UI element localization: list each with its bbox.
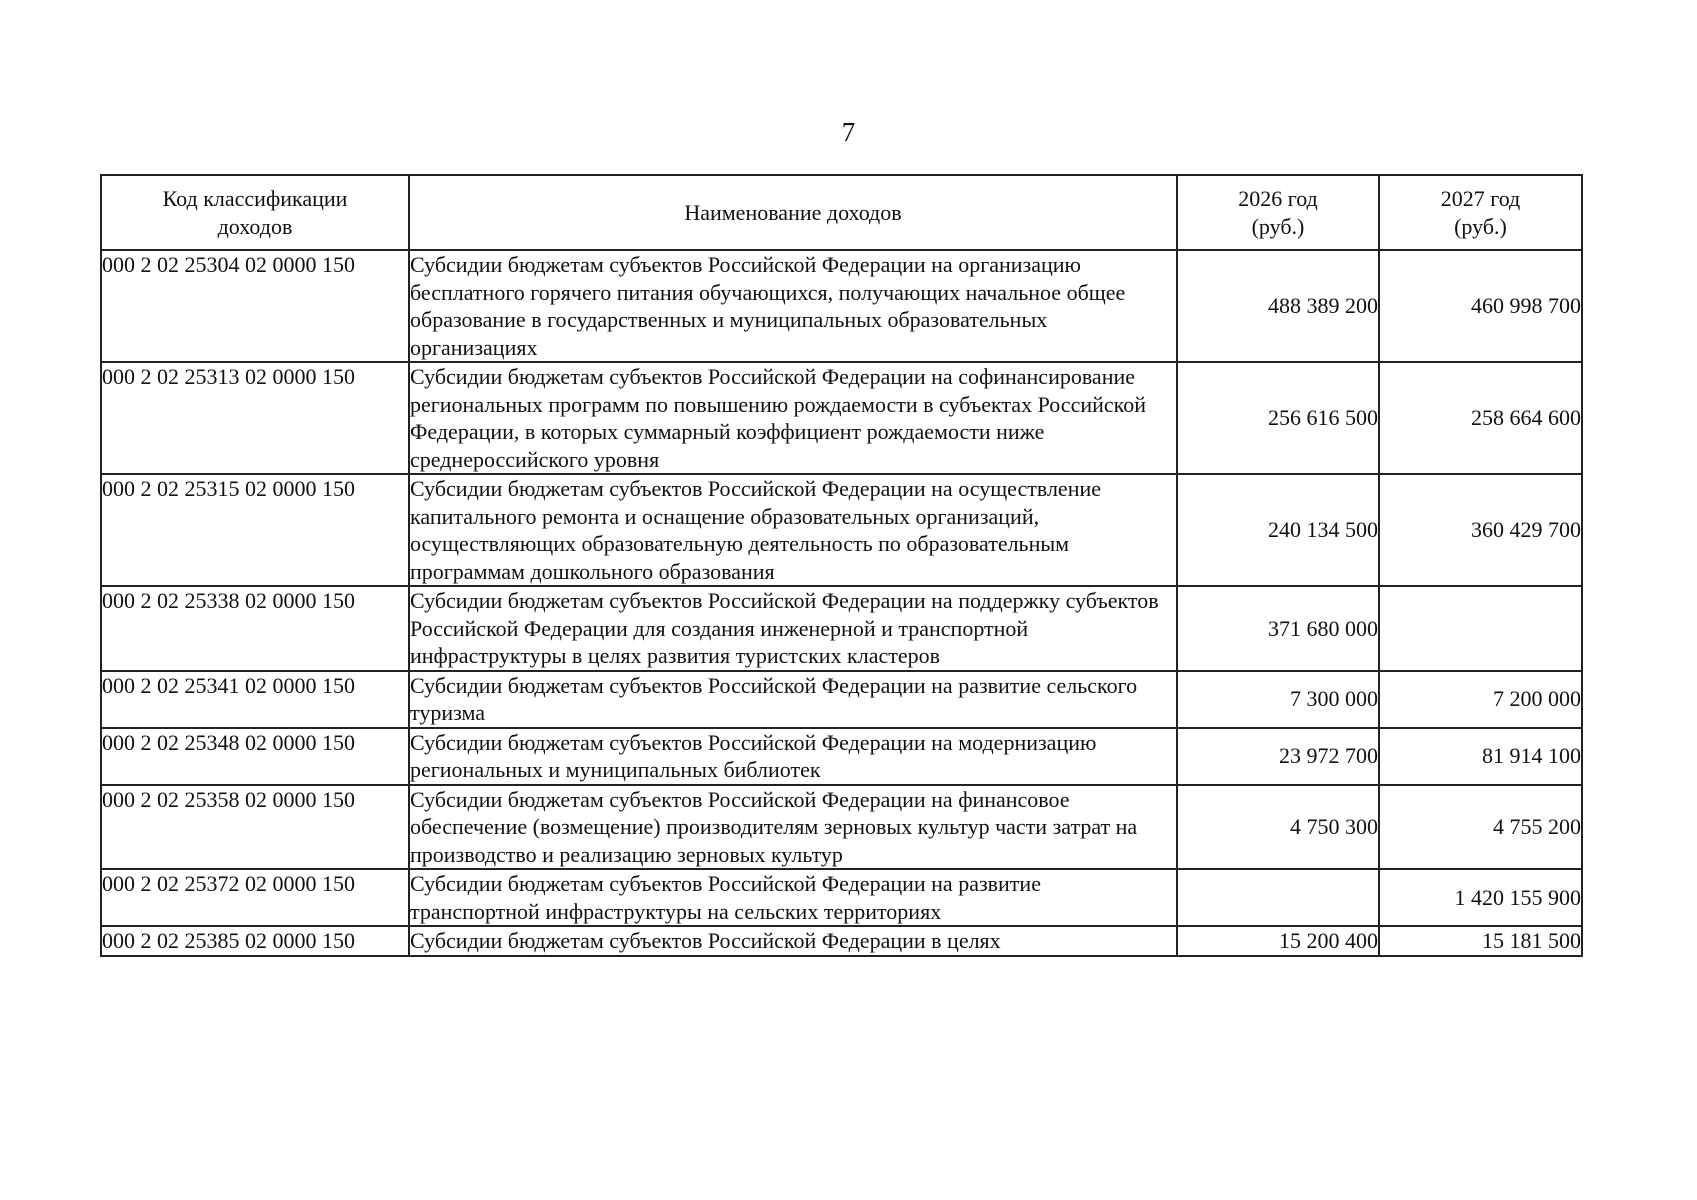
amount-2027: 360 429 700 bbox=[1379, 474, 1582, 586]
header-name bbox=[409, 175, 1177, 250]
table-row bbox=[101, 671, 1582, 728]
income-name: Субсидии бюджетам субъектов Российской Федерации на финансовое обеспечение (возмещение) производителям зерновых культур части затрат на производство и реализацию зерновых культур bbox=[409, 785, 1177, 870]
income-name: Субсидии бюджетам субъектов Российской Федерации на осуществление капитального ремонта и оснащение образовательных организаций, осуществляющих образовательную деятельность по образовательным программам дошкольного образования bbox=[409, 474, 1177, 586]
page-number: 7 bbox=[841, 117, 856, 147]
income-name: Субсидии бюджетам субъектов Российской Федерации на развитие транспортной инфраструктуры на сельских территориях bbox=[409, 869, 1177, 926]
table-row bbox=[101, 728, 1582, 785]
amount-2026: 488 389 200 bbox=[1177, 250, 1379, 362]
amount-2027 bbox=[1379, 586, 1582, 671]
amount-2027: 258 664 600 bbox=[1379, 362, 1582, 474]
income-name: Субсидии бюджетам субъектов Российской Федерации на софинансирование региональных программ по повышению рождаемости в субъектах Российской Федерации, в которых суммарный коэффициент рождаемости ниже среднероссийского уровня bbox=[409, 362, 1177, 474]
amount-2027: 7 200 000 bbox=[1379, 671, 1582, 728]
table-row bbox=[101, 785, 1582, 870]
income-name: Субсидии бюджетам субъектов Российской Федерации на развитие сельского туризма bbox=[409, 671, 1177, 728]
header-year-2026 bbox=[1177, 175, 1379, 250]
revenue-table bbox=[100, 174, 1583, 957]
header-year-2027-label: 2027 год (руб.) bbox=[1440, 186, 1521, 239]
amount-2027: 4 755 200 bbox=[1379, 785, 1582, 870]
income-code: 000 2 02 25372 02 0000 150 bbox=[101, 869, 409, 926]
amount-2026: 23 972 700 bbox=[1177, 728, 1379, 785]
table-row bbox=[101, 926, 1582, 956]
income-code: 000 2 02 25385 02 0000 150 bbox=[101, 926, 409, 956]
amount-2026: 256 616 500 bbox=[1177, 362, 1379, 474]
amount-2027: 460 998 700 bbox=[1379, 250, 1582, 362]
header-year-2026-label: 2026 год (руб.) bbox=[1238, 186, 1318, 239]
table-row bbox=[101, 869, 1582, 926]
table-row bbox=[101, 474, 1582, 586]
table-row bbox=[101, 586, 1582, 671]
income-name: Субсидии бюджетам субъектов Российской Федерации на поддержку субъектов Российской Федерации для создания инженерной и транспортной инфраструктуры в целях развития туристских кластеров bbox=[409, 586, 1177, 671]
income-name: Субсидии бюджетам субъектов Российской Федерации на организацию бесплатного горячего питания обучающихся, получающих начальное общее образование в государственных и муниципальных образовательных организациях bbox=[409, 250, 1177, 362]
amount-2026 bbox=[1177, 869, 1379, 926]
amount-2027: 81 914 100 bbox=[1379, 728, 1582, 785]
income-code: 000 2 02 25315 02 0000 150 bbox=[101, 474, 409, 586]
income-code: 000 2 02 25338 02 0000 150 bbox=[101, 586, 409, 671]
header-code bbox=[101, 175, 409, 250]
income-name: Субсидии бюджетам субъектов Российской Федерации в целях bbox=[409, 926, 1177, 956]
income-name: Субсидии бюджетам субъектов Российской Федерации на модернизацию региональных и муниципальных библиотек bbox=[409, 728, 1177, 785]
table-row bbox=[101, 250, 1582, 362]
income-code: 000 2 02 25313 02 0000 150 bbox=[101, 362, 409, 474]
amount-2026: 371 680 000 bbox=[1177, 586, 1379, 671]
header-name-label: Наименование доходов bbox=[684, 199, 902, 225]
amount-2026: 7 300 000 bbox=[1177, 671, 1379, 728]
header-row bbox=[101, 175, 1582, 250]
amount-2027: 1 420 155 900 bbox=[1379, 869, 1582, 926]
income-code: 000 2 02 25358 02 0000 150 bbox=[101, 785, 409, 870]
amount-2026: 240 134 500 bbox=[1177, 474, 1379, 586]
income-code: 000 2 02 25304 02 0000 150 bbox=[101, 250, 409, 362]
header-code-label: Код классификации доходов bbox=[162, 186, 348, 239]
header-year-2027 bbox=[1379, 175, 1582, 250]
amount-2026: 4 750 300 bbox=[1177, 785, 1379, 870]
amount-2027: 15 181 500 bbox=[1379, 926, 1582, 956]
income-code: 000 2 02 25341 02 0000 150 bbox=[101, 671, 409, 728]
table-row bbox=[101, 362, 1582, 474]
amount-2026: 15 200 400 bbox=[1177, 926, 1379, 956]
income-code: 000 2 02 25348 02 0000 150 bbox=[101, 728, 409, 785]
